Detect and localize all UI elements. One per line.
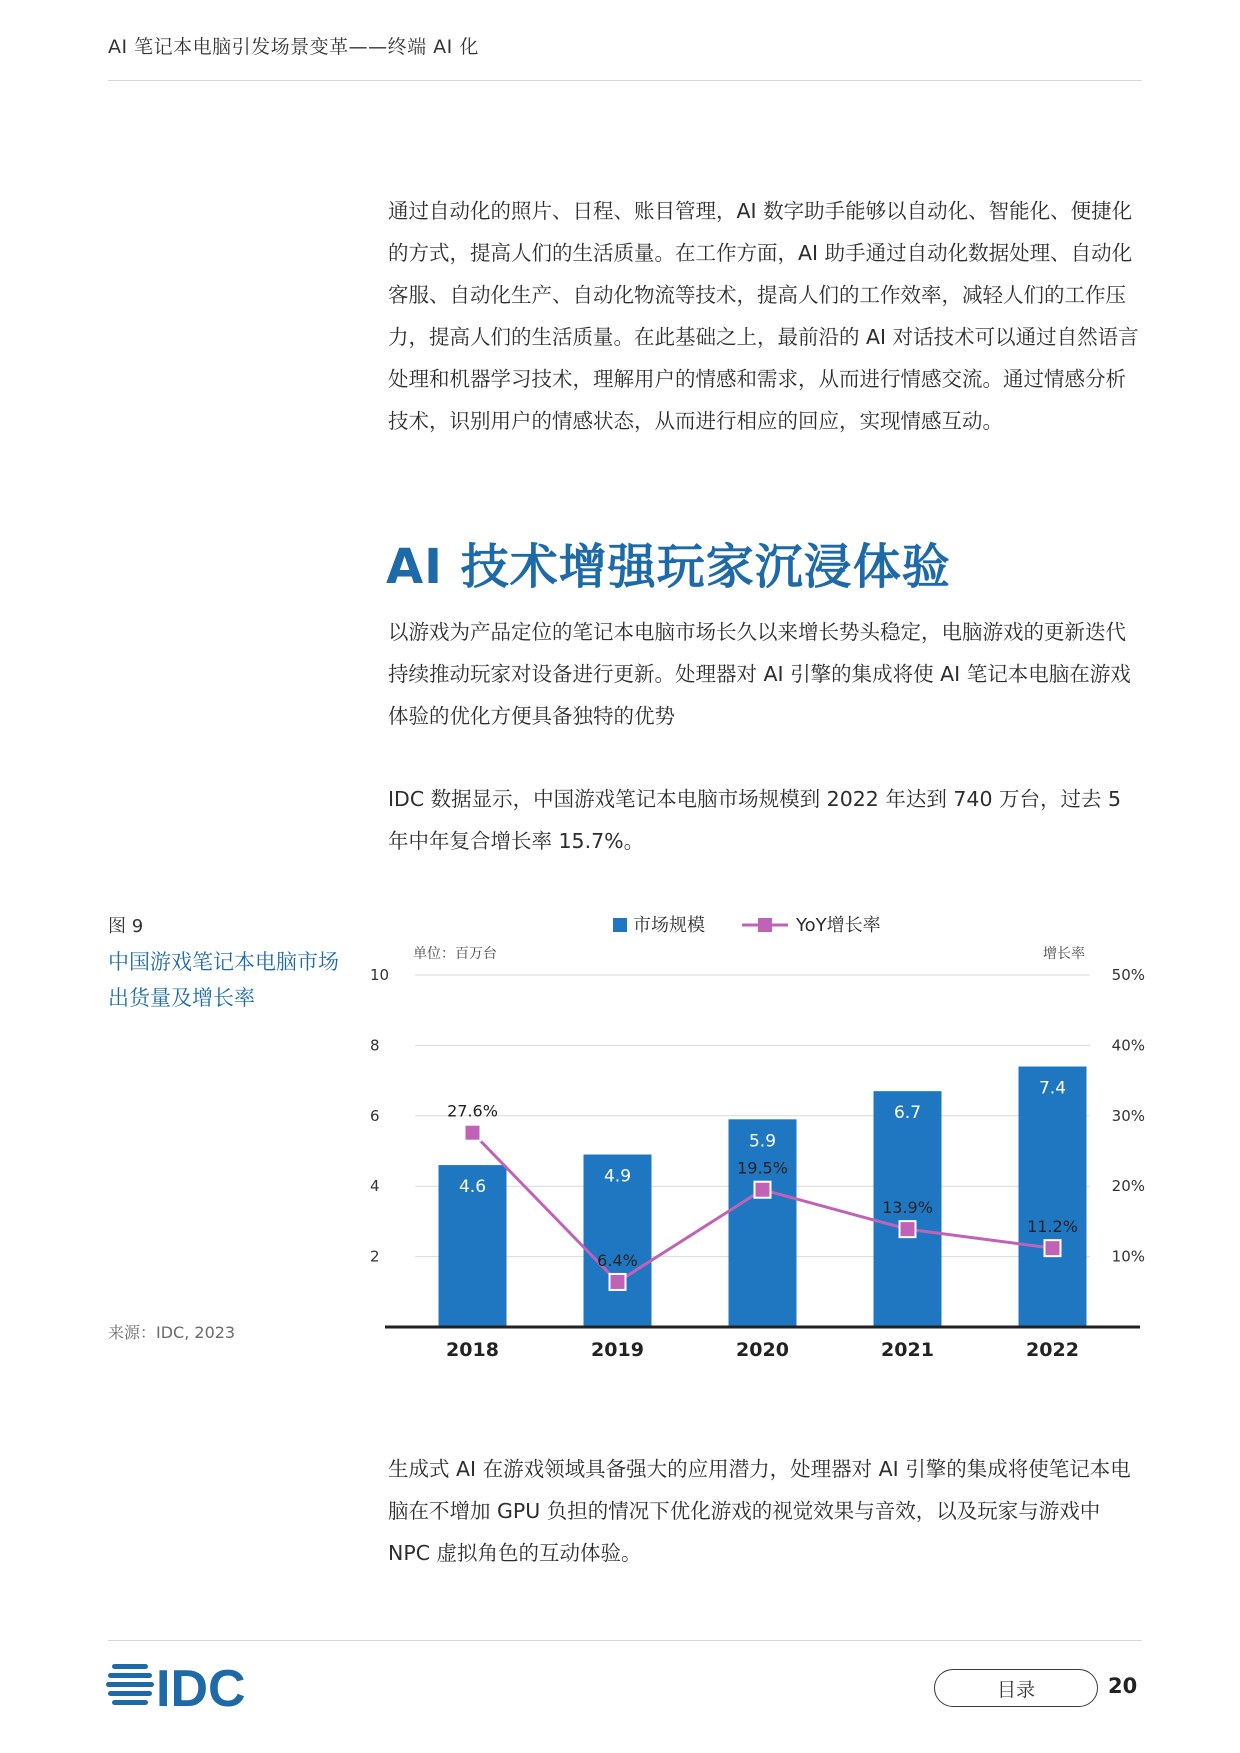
figure-label: 图 9 bbox=[108, 916, 144, 937]
legend-line-marker bbox=[758, 918, 772, 932]
bar bbox=[1019, 1067, 1087, 1327]
growth-point bbox=[755, 1182, 771, 1198]
growth-value-label: 13.9% bbox=[882, 1198, 933, 1218]
y-tick-label: 4 bbox=[370, 1177, 380, 1196]
y-axis-label: 单位：百万台 bbox=[413, 946, 497, 962]
growth-value-label: 27.6% bbox=[447, 1101, 498, 1121]
y-tick-label: 2 bbox=[370, 1247, 380, 1266]
y2-axis-ticks bbox=[1112, 966, 1145, 1266]
bar-value-label: 7.4 bbox=[1038, 1078, 1067, 1099]
y-tick-label: 8 bbox=[370, 1036, 380, 1055]
y2-tick-label: 40% bbox=[1111, 1036, 1145, 1055]
x-tick-label: 2022 bbox=[1026, 1339, 1079, 1361]
x-tick-label: 2021 bbox=[881, 1339, 934, 1361]
bar-value-label: 5.9 bbox=[748, 1131, 777, 1152]
growth-point bbox=[900, 1221, 916, 1237]
y2-tick-label: 50% bbox=[1111, 966, 1145, 984]
idc-logo bbox=[106, 1658, 266, 1714]
paragraph-2: 以游戏为产品定位的笔记本电脑市场长久以来增长势头稳定，电脑游戏的更新迭代持续推动玩家对设备进行更新。处理器对 AI 引擎的集成将使 AI 笔记本电脑在游戏体验的优化方便具备独特的优势 bbox=[388, 620, 1131, 728]
growth-value-label: 6.4% bbox=[597, 1250, 638, 1270]
x-tick-label: 2019 bbox=[591, 1339, 644, 1361]
y-tick-label: 6 bbox=[370, 1106, 380, 1125]
y2-tick-label: 20% bbox=[1111, 1177, 1145, 1196]
header-title: AI 笔记本电脑引发场景变革——终端 AI 化 bbox=[108, 36, 479, 58]
y2-tick-label: 30% bbox=[1111, 1106, 1145, 1125]
growth-value-label: 19.5% bbox=[737, 1158, 788, 1178]
paragraph-1: 通过自动化的照片、日程、账目管理，AI 数字助手能够以自动化、智能化、便捷化的方式，提高人们的生活质量。在工作方面，AI 助手通过自动化数据处理、自动化客服、自动化生产、自动化物流等技术，提高人们的工作效率，减轻人们的工作压力，提高人们的生活质量。在此基础之上，最前沿的 AI 对话技术可以通过自然语言处理和机器学习技术，理解用户的情感和需求，从而进行情感交流。通过情感分析技术，识别用户的情感状态，从而进行相应的回应，实现情感互动。 bbox=[388, 199, 1139, 433]
growth-value-label: 11.2% bbox=[1027, 1217, 1078, 1237]
x-axis-ticks bbox=[446, 1339, 1079, 1361]
figure-title: 中国游戏笔记本电脑市场出货量及增长率 bbox=[108, 950, 339, 1010]
footer-divider bbox=[108, 1640, 1142, 1641]
growth-point bbox=[465, 1125, 481, 1141]
x-tick-label: 2020 bbox=[736, 1339, 789, 1361]
y-axis-ticks bbox=[370, 966, 389, 1266]
y2-axis-label: 增长率 bbox=[1043, 946, 1085, 962]
y2-tick-label: 10% bbox=[1111, 1247, 1145, 1266]
x-tick-label: 2018 bbox=[446, 1339, 499, 1361]
y-tick-label: 10 bbox=[370, 966, 390, 984]
chart-legend bbox=[613, 915, 881, 936]
section-heading: AI 技术增强玩家沉浸体验 bbox=[386, 539, 951, 595]
growth-point bbox=[610, 1274, 626, 1290]
page-number: 20 bbox=[1108, 1674, 1138, 1698]
idc-logo-text: IDC bbox=[156, 1660, 246, 1714]
legend-bar-label: 市场规模 bbox=[633, 915, 705, 936]
bar-value-label: 4.9 bbox=[603, 1166, 632, 1187]
toc-button[interactable]: 目录 bbox=[934, 1669, 1098, 1707]
idc-globe-icon bbox=[106, 1664, 154, 1705]
figure-source: 来源：IDC, 2023 bbox=[108, 1323, 236, 1342]
market-chart bbox=[370, 900, 1150, 1380]
legend-bar-swatch bbox=[613, 918, 627, 932]
bar-value-label: 4.6 bbox=[458, 1177, 487, 1198]
header-divider bbox=[108, 80, 1142, 81]
legend-line-label: YoY增长率 bbox=[796, 915, 881, 936]
bar-value-label: 6.7 bbox=[893, 1103, 922, 1124]
paragraph-4: 生成式 AI 在游戏领域具备强大的应用潜力，处理器对 AI 引擎的集成将使笔记本电脑在不增加 GPU 负担的情况下优化游戏的视觉效果与音效，以及玩家与游戏中 NPC 虚拟角色的互动体验。 bbox=[388, 1457, 1131, 1565]
growth-point bbox=[1045, 1240, 1061, 1256]
paragraph-3: IDC 数据显示，中国游戏笔记本电脑市场规模到 2022 年达到 740 万台，过去 5 年中年复合增长率 15.7%。 bbox=[388, 787, 1122, 853]
